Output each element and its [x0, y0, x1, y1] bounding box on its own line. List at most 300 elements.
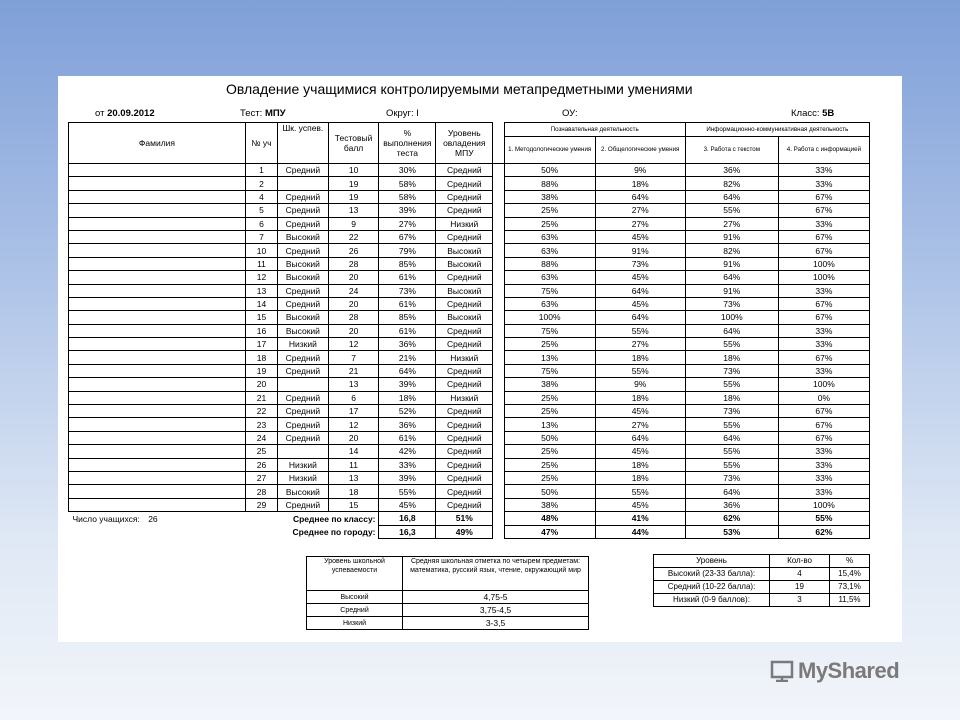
header-sub-info: 4. Работа с информацией [778, 137, 869, 164]
methodological-skill: 25% [504, 405, 595, 418]
stats-row-percent: 11,5% [830, 594, 870, 607]
test-score: 26 [328, 244, 379, 257]
stats-header-count: Кол-во [770, 555, 830, 568]
student-number: 5 [245, 204, 277, 217]
info-skill: 33% [778, 485, 869, 498]
mastery-level: Средний [436, 338, 493, 351]
logical-skill: 45% [595, 297, 685, 310]
mastery-level: Средний [436, 471, 493, 484]
info-skill: 100% [778, 498, 869, 511]
student-number: 7 [245, 230, 277, 243]
logical-skill: 55% [595, 364, 685, 377]
school-level [278, 177, 329, 190]
test-score: 20 [328, 431, 379, 444]
school-level: Низкий [278, 471, 329, 484]
table-row [69, 311, 870, 324]
text-skill: 55% [685, 445, 778, 458]
logical-skill: 73% [595, 257, 685, 270]
mastery-level: Средний [436, 405, 493, 418]
info-skill: 33% [778, 177, 869, 190]
methodological-skill: 38% [504, 498, 595, 511]
test-score: 18 [328, 485, 379, 498]
gap-cell [493, 204, 504, 217]
class-label: Класс: [791, 108, 820, 119]
methodological-skill: 25% [504, 391, 595, 404]
logical-skill: 64% [595, 190, 685, 203]
table-row [69, 271, 870, 284]
school-level: Высокий [278, 324, 329, 337]
student-number: 23 [245, 418, 277, 431]
table-row [69, 418, 870, 431]
logical-skill: 45% [595, 271, 685, 284]
logical-skill: 18% [595, 177, 685, 190]
gap-cell [493, 177, 504, 190]
levels-row-value: 4,75-5 [403, 591, 589, 604]
info-skill: 33% [778, 284, 869, 297]
table-row [69, 230, 870, 243]
test-percent: 21% [379, 351, 436, 364]
text-skill: 73% [685, 471, 778, 484]
methodological-skill: 88% [504, 177, 595, 190]
text-skill: 18% [685, 351, 778, 364]
class-avg-sub2: 41% [595, 512, 685, 525]
stats-row-count: 19 [770, 581, 830, 594]
text-skill: 82% [685, 244, 778, 257]
test-percent: 36% [379, 418, 436, 431]
school-level: Высокий [278, 271, 329, 284]
test-percent: 36% [379, 338, 436, 351]
logical-skill: 45% [595, 405, 685, 418]
logical-skill: 18% [595, 351, 685, 364]
methodological-skill: 75% [504, 324, 595, 337]
header-sub-text: 3. Работа с текстом [685, 137, 778, 164]
logical-skill: 64% [595, 431, 685, 444]
surname-cell [69, 458, 246, 471]
student-number: 21 [245, 391, 277, 404]
methodological-skill: 50% [504, 431, 595, 444]
logical-skill: 9% [595, 164, 685, 177]
surname-cell [69, 498, 246, 511]
info-skill: 33% [778, 364, 869, 377]
text-skill: 64% [685, 271, 778, 284]
city-avg-percent: 49% [436, 525, 493, 538]
test-percent: 58% [379, 190, 436, 203]
text-skill: 73% [685, 364, 778, 377]
school-level: Средний [278, 284, 329, 297]
test-score: 20 [328, 297, 379, 310]
table-row [69, 431, 870, 444]
test-percent: 39% [379, 204, 436, 217]
test-score: 13 [328, 378, 379, 391]
student-number: 17 [245, 338, 277, 351]
text-skill: 73% [685, 297, 778, 310]
gap-cell [493, 418, 504, 431]
school-level: Средний [278, 204, 329, 217]
info-skill: 33% [778, 458, 869, 471]
text-skill: 55% [685, 378, 778, 391]
logical-skill: 27% [595, 217, 685, 230]
test-score: 19 [328, 177, 379, 190]
info-skill: 100% [778, 257, 869, 270]
logical-skill: 45% [595, 230, 685, 243]
gap-cell [493, 284, 504, 297]
levels-row-name: Средний [307, 604, 403, 617]
text-skill: 55% [685, 418, 778, 431]
info-skill: 67% [778, 418, 869, 431]
gap-cell [493, 405, 504, 418]
info-skill: 100% [778, 378, 869, 391]
class-value: 5В [822, 108, 835, 119]
school-level [278, 378, 329, 391]
surname-cell [69, 177, 246, 190]
test-value: МПУ [264, 108, 286, 119]
methodological-skill: 50% [504, 164, 595, 177]
student-number: 13 [245, 284, 277, 297]
methodological-skill: 38% [504, 190, 595, 203]
table-row [69, 284, 870, 297]
class-average-row [69, 512, 870, 525]
class-field [791, 108, 834, 119]
mastery-level: Средний [436, 418, 493, 431]
test-score: 7 [328, 351, 379, 364]
student-number: 1 [245, 164, 277, 177]
test-score: 9 [328, 217, 379, 230]
header-gap [493, 123, 504, 164]
header-surname: Фамилия [69, 123, 246, 164]
surname-cell [69, 244, 246, 257]
school-level: Средний [278, 405, 329, 418]
student-number: 27 [245, 471, 277, 484]
info-skill: 67% [778, 405, 869, 418]
student-number: 12 [245, 271, 277, 284]
surname-cell [69, 204, 246, 217]
test-label: Тест: [240, 108, 263, 119]
mastery-level: Средний [436, 445, 493, 458]
text-skill: 55% [685, 458, 778, 471]
school-label: ОУ: [562, 108, 578, 119]
level-stats-table [653, 554, 870, 607]
levels-row-name: Низкий [307, 617, 403, 630]
surname-cell [69, 324, 246, 337]
student-count [69, 512, 246, 525]
test-score: 19 [328, 190, 379, 203]
stats-row-level: Высокий (23-33 балла): [654, 568, 770, 581]
test-percent: 30% [379, 164, 436, 177]
surname-cell [69, 217, 246, 230]
test-score: 17 [328, 405, 379, 418]
school-level: Средний [278, 297, 329, 310]
gap-cell [493, 458, 504, 471]
table-row [69, 297, 870, 310]
mastery-level: Средний [436, 271, 493, 284]
levels-row-value: 3,75-4,5 [403, 604, 589, 617]
school-level: Средний [278, 351, 329, 364]
surname-cell [69, 257, 246, 270]
gap-cell [493, 485, 504, 498]
table-row [69, 244, 870, 257]
test-score: 22 [328, 230, 379, 243]
mastery-level: Средний [436, 458, 493, 471]
test-percent: 58% [379, 177, 436, 190]
text-skill: 36% [685, 164, 778, 177]
info-skill: 67% [778, 230, 869, 243]
test-score: 13 [328, 471, 379, 484]
table-row [69, 498, 870, 511]
levels-row-name: Высокий [307, 591, 403, 604]
surname-cell [69, 485, 246, 498]
school-level: Высокий [278, 230, 329, 243]
surname-cell [69, 271, 246, 284]
surname-cell [69, 351, 246, 364]
header-score: Тестовый балл [328, 123, 379, 164]
surname-cell [69, 164, 246, 177]
info-skill: 33% [778, 164, 869, 177]
surname-cell [69, 378, 246, 391]
header-school-level: Шк. успев. [278, 123, 329, 164]
mastery-level: Высокий [436, 284, 493, 297]
class-avg-sub4: 55% [778, 512, 869, 525]
test-percent: 45% [379, 498, 436, 511]
methodological-skill: 38% [504, 378, 595, 391]
table-row [69, 217, 870, 230]
document-page [58, 76, 902, 642]
gap-cell [493, 338, 504, 351]
table-row [69, 391, 870, 404]
school-level [278, 445, 329, 458]
class-avg-sub3: 62% [685, 512, 778, 525]
gap-cell [493, 217, 504, 230]
levels-header-grade: Средняя школьная отметка по четырем предметам: математика, русский язык, чтение, окружающий мир [403, 557, 589, 591]
test-percent: 61% [379, 431, 436, 444]
test-score: 28 [328, 257, 379, 270]
test-percent: 79% [379, 244, 436, 257]
gap-cell [493, 271, 504, 284]
test-score: 12 [328, 418, 379, 431]
text-skill: 64% [685, 190, 778, 203]
text-skill: 64% [685, 431, 778, 444]
methodological-skill: 13% [504, 351, 595, 364]
stats-header-level: Уровень [654, 555, 770, 568]
city-avg-label: Среднее по городу: [292, 526, 376, 537]
mastery-level: Низкий [436, 217, 493, 230]
text-skill: 82% [685, 177, 778, 190]
mastery-level: Средний [436, 177, 493, 190]
student-number: 28 [245, 485, 277, 498]
mastery-level: Высокий [436, 311, 493, 324]
student-number: 25 [245, 445, 277, 458]
results-body [69, 164, 870, 512]
table-row [69, 190, 870, 203]
test-percent: 67% [379, 230, 436, 243]
count-label: Число учащихся: [72, 513, 140, 524]
test-percent: 39% [379, 378, 436, 391]
date-field [95, 108, 155, 119]
surname-cell [69, 338, 246, 351]
school-level: Средний [278, 164, 329, 177]
table-row [69, 324, 870, 337]
student-number: 4 [245, 190, 277, 203]
text-skill: 100% [685, 311, 778, 324]
surname-cell [69, 311, 246, 324]
test-score: 12 [328, 338, 379, 351]
methodological-skill: 75% [504, 284, 595, 297]
table-row [69, 364, 870, 377]
table-row [69, 204, 870, 217]
mastery-level: Средний [436, 297, 493, 310]
test-percent: 42% [379, 445, 436, 458]
test-percent: 61% [379, 297, 436, 310]
gap-cell [493, 257, 504, 270]
text-skill: 64% [685, 485, 778, 498]
test-percent: 18% [379, 391, 436, 404]
student-number: 24 [245, 431, 277, 444]
test-score: 20 [328, 324, 379, 337]
gap-cell [493, 445, 504, 458]
mastery-level: Средний [436, 378, 493, 391]
levels-row-value: 3-3,5 [403, 617, 589, 630]
presentation-icon [770, 660, 794, 682]
header-group-cognitive: Познавательная деятельность [504, 123, 685, 137]
test-percent: 39% [379, 471, 436, 484]
stats-header-percent: % [830, 555, 870, 568]
info-skill: 67% [778, 297, 869, 310]
test-percent: 61% [379, 324, 436, 337]
school-level: Средний [278, 364, 329, 377]
table-row [69, 378, 870, 391]
test-percent: 73% [379, 284, 436, 297]
info-skill: 67% [778, 311, 869, 324]
text-skill: 18% [685, 391, 778, 404]
mastery-level: Низкий [436, 391, 493, 404]
test-percent: 55% [379, 485, 436, 498]
school-level: Средний [278, 418, 329, 431]
surname-cell [69, 418, 246, 431]
logical-skill: 45% [595, 498, 685, 511]
test-percent: 85% [379, 257, 436, 270]
logical-skill: 45% [595, 445, 685, 458]
class-avg-label: Среднее по классу: [292, 513, 376, 524]
table-row [69, 458, 870, 471]
test-score: 14 [328, 445, 379, 458]
stats-row-level: Средний (10-22 балла): [654, 581, 770, 594]
city-avg-sub1: 47% [504, 525, 595, 538]
school-level: Средний [278, 190, 329, 203]
gap-cell [493, 324, 504, 337]
gap-cell [493, 391, 504, 404]
gap-cell [493, 230, 504, 243]
stats-row-count: 3 [770, 594, 830, 607]
gap-cell [493, 164, 504, 177]
table-row [69, 485, 870, 498]
count-value: 26 [148, 513, 158, 524]
logical-skill: 27% [595, 338, 685, 351]
gap-cell [493, 471, 504, 484]
school-level: Средний [278, 391, 329, 404]
text-skill: 91% [685, 230, 778, 243]
test-score: 11 [328, 458, 379, 471]
info-skill: 33% [778, 445, 869, 458]
text-skill: 73% [685, 405, 778, 418]
student-number: 22 [245, 405, 277, 418]
table-row [69, 257, 870, 270]
surname-cell [69, 391, 246, 404]
school-level: Высокий [278, 311, 329, 324]
info-skill: 33% [778, 324, 869, 337]
surname-cell [69, 190, 246, 203]
surname-cell [69, 230, 246, 243]
test-percent: 64% [379, 364, 436, 377]
logical-skill: 64% [595, 284, 685, 297]
city-avg-sub3: 53% [685, 525, 778, 538]
date-value: 20.09.2012 [107, 108, 155, 119]
class-avg-sub1: 48% [504, 512, 595, 525]
test-percent: 27% [379, 217, 436, 230]
methodological-skill: 63% [504, 230, 595, 243]
mastery-level: Средний [436, 164, 493, 177]
date-label: от [95, 108, 105, 119]
school-level: Средний [278, 498, 329, 511]
student-number: 20 [245, 378, 277, 391]
school-level: Средний [278, 217, 329, 230]
methodological-skill: 88% [504, 257, 595, 270]
mastery-level: Средний [436, 204, 493, 217]
test-score: 6 [328, 391, 379, 404]
text-skill: 91% [685, 284, 778, 297]
info-skill: 100% [778, 271, 869, 284]
city-average-row [69, 525, 870, 538]
methodological-skill: 25% [504, 458, 595, 471]
logical-skill: 18% [595, 391, 685, 404]
logical-skill: 18% [595, 458, 685, 471]
stats-row-count: 4 [770, 568, 830, 581]
table-row [69, 445, 870, 458]
watermark-logo: MyShared [798, 658, 900, 683]
text-skill: 27% [685, 217, 778, 230]
student-number: 15 [245, 311, 277, 324]
school-level: Низкий [278, 458, 329, 471]
mastery-level: Высокий [436, 244, 493, 257]
gap-cell [493, 311, 504, 324]
methodological-skill: 25% [504, 471, 595, 484]
mastery-level: Средний [436, 498, 493, 511]
gap-cell [493, 351, 504, 364]
gap-cell [493, 244, 504, 257]
info-skill: 67% [778, 431, 869, 444]
header-group-communicative: Информационно-коммуникативная деятельность [685, 123, 869, 137]
class-avg-percent: 51% [436, 512, 493, 525]
mastery-level: Средний [436, 230, 493, 243]
methodological-skill: 63% [504, 271, 595, 284]
student-number: 10 [245, 244, 277, 257]
city-avg-sub4: 62% [778, 525, 869, 538]
stats-row-percent: 15,4% [830, 568, 870, 581]
student-number: 16 [245, 324, 277, 337]
surname-cell [69, 284, 246, 297]
table-row [69, 351, 870, 364]
test-score: 10 [328, 164, 379, 177]
methodological-skill: 63% [504, 297, 595, 310]
table-row [69, 177, 870, 190]
gap-cell [493, 297, 504, 310]
student-number: 19 [245, 364, 277, 377]
info-skill: 33% [778, 217, 869, 230]
surname-cell [69, 297, 246, 310]
table-row [69, 338, 870, 351]
info-skill: 67% [778, 204, 869, 217]
header-num: № уч [245, 123, 277, 164]
methodological-skill: 63% [504, 244, 595, 257]
info-skill: 67% [778, 190, 869, 203]
